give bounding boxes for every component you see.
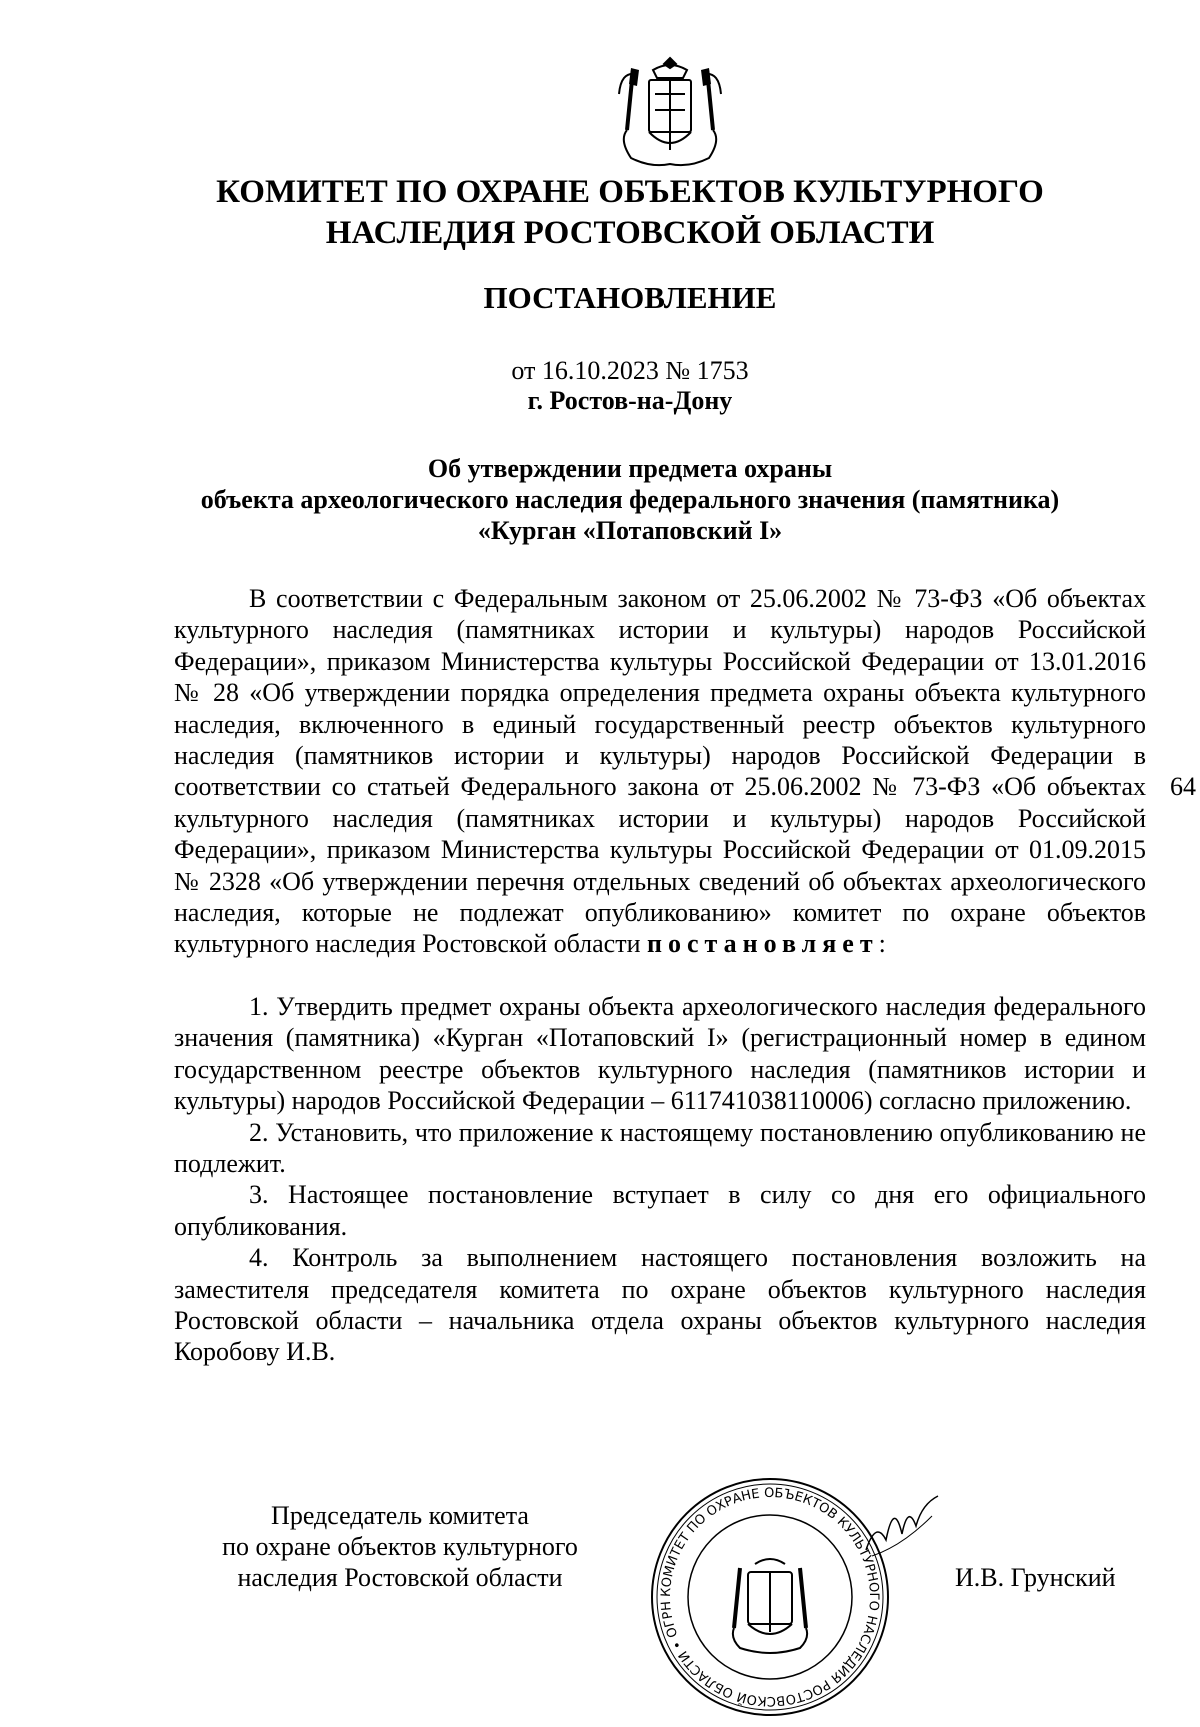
preamble-text: В соответствии с Федеральным законом от 25.06.2002 № 73-ФЗ «Об объектах культурного наследия (памятниках истории и культуры) народов Российской Федерации», приказом Министерства культуры Российской Федерации от 13.01.2016 № 28 «Об утверждении порядка определения предмета охраны объекта культурного наследия, включенного в единый государственный реестр объектов культурного наследия (памятников истории и культуры) народов Российской Федерации в соответствии со статьей	[174, 584, 1146, 802]
subject-line3: «Курган «Потаповский I»	[477, 516, 783, 545]
preamble-paragraph	[174, 583, 1146, 960]
position-line3: наследия Ростовской области	[237, 1563, 563, 1592]
seal-ring-text: КОМИТЕТ ПО ОХРАНЕ ОБЪЕКТОВ КУЛЬТУРНОГО НАСЛЕДИЯ РОСТОВСКОЙ ОБЛАСТИ • ОГРН	[658, 1485, 882, 1709]
document-body	[174, 583, 1146, 1368]
position-line1: Председатель комитета	[271, 1501, 529, 1530]
subject-line2: объекта археологического наследия федерального значения (памятника)	[200, 485, 1060, 514]
coat-of-arms-icon	[613, 50, 727, 170]
committee-title	[0, 172, 1200, 254]
position-line2: по охране объектов культурного	[222, 1532, 578, 1561]
item-3: 3. Настоящее постановление вступает в силу со дня его официального опубликования.	[174, 1180, 1146, 1241]
document-date-number: от 16.10.2023 № 1753	[511, 356, 749, 385]
document-subject	[0, 453, 1200, 546]
signatory-position	[180, 1500, 620, 1593]
item-1: 1. Утвердить предмет охраны объекта археологического наследия федерального значения (памятника) «Курган «Потаповский I» (регистрационный номер в едином государственном реестре объектов культурного наследия (памятников истории и культуры) народов Российской Федерации – 611741038110006) согласно приложению.	[174, 991, 1146, 1116]
signatory-name: И.В. Грунский	[955, 1563, 1116, 1592]
item-2: 2. Установить, что приложение к настоящему постановлению опубликованию не подлежит.	[174, 1117, 1146, 1178]
handwritten-signature	[862, 1490, 942, 1570]
preamble-text-cont: Федерального закона от 25.06.2002 № 73-ФЗ «Об объектах культурного наследия (памятниках истории и культуры) народов Российской Федерации», приказом Министерства культуры Российской Федерации от 01.09.2015 № 2328 «Об утверждении перечня отдельных сведений об объектах археологического наследия, которые не подлежат опубликованию» комитет по охране объектов культурного наследия Ростовской области	[174, 772, 1146, 959]
committee-title-line1: КОМИТЕТ ПО ОХРАНЕ ОБЪЕКТОВ КУЛЬТУРНОГО	[216, 174, 1044, 210]
article-number-overflow: 64	[1170, 772, 1196, 801]
committee-title-line2: НАСЛЕДИЯ РОСТОВСКОЙ ОБЛАСТИ	[325, 215, 935, 251]
official-seal-icon	[645, 1472, 895, 1722]
decree-colon: :	[878, 929, 886, 959]
document-city: г. Ростов-на-Дону	[527, 386, 733, 415]
decree-word: постановляет	[647, 929, 879, 959]
item-4: 4. Контроль за выполнением настоящего постановления возложить на заместителя председателя комитета по охране объектов культурного наследия Ростовской области – начальника отдела охраны объектов культурного наследия Коробову И.В.	[174, 1243, 1146, 1367]
subject-line1: Об утверждении предмета охраны	[427, 454, 833, 483]
document-type: ПОСТАНОВЛЕНИЕ	[483, 280, 777, 315]
